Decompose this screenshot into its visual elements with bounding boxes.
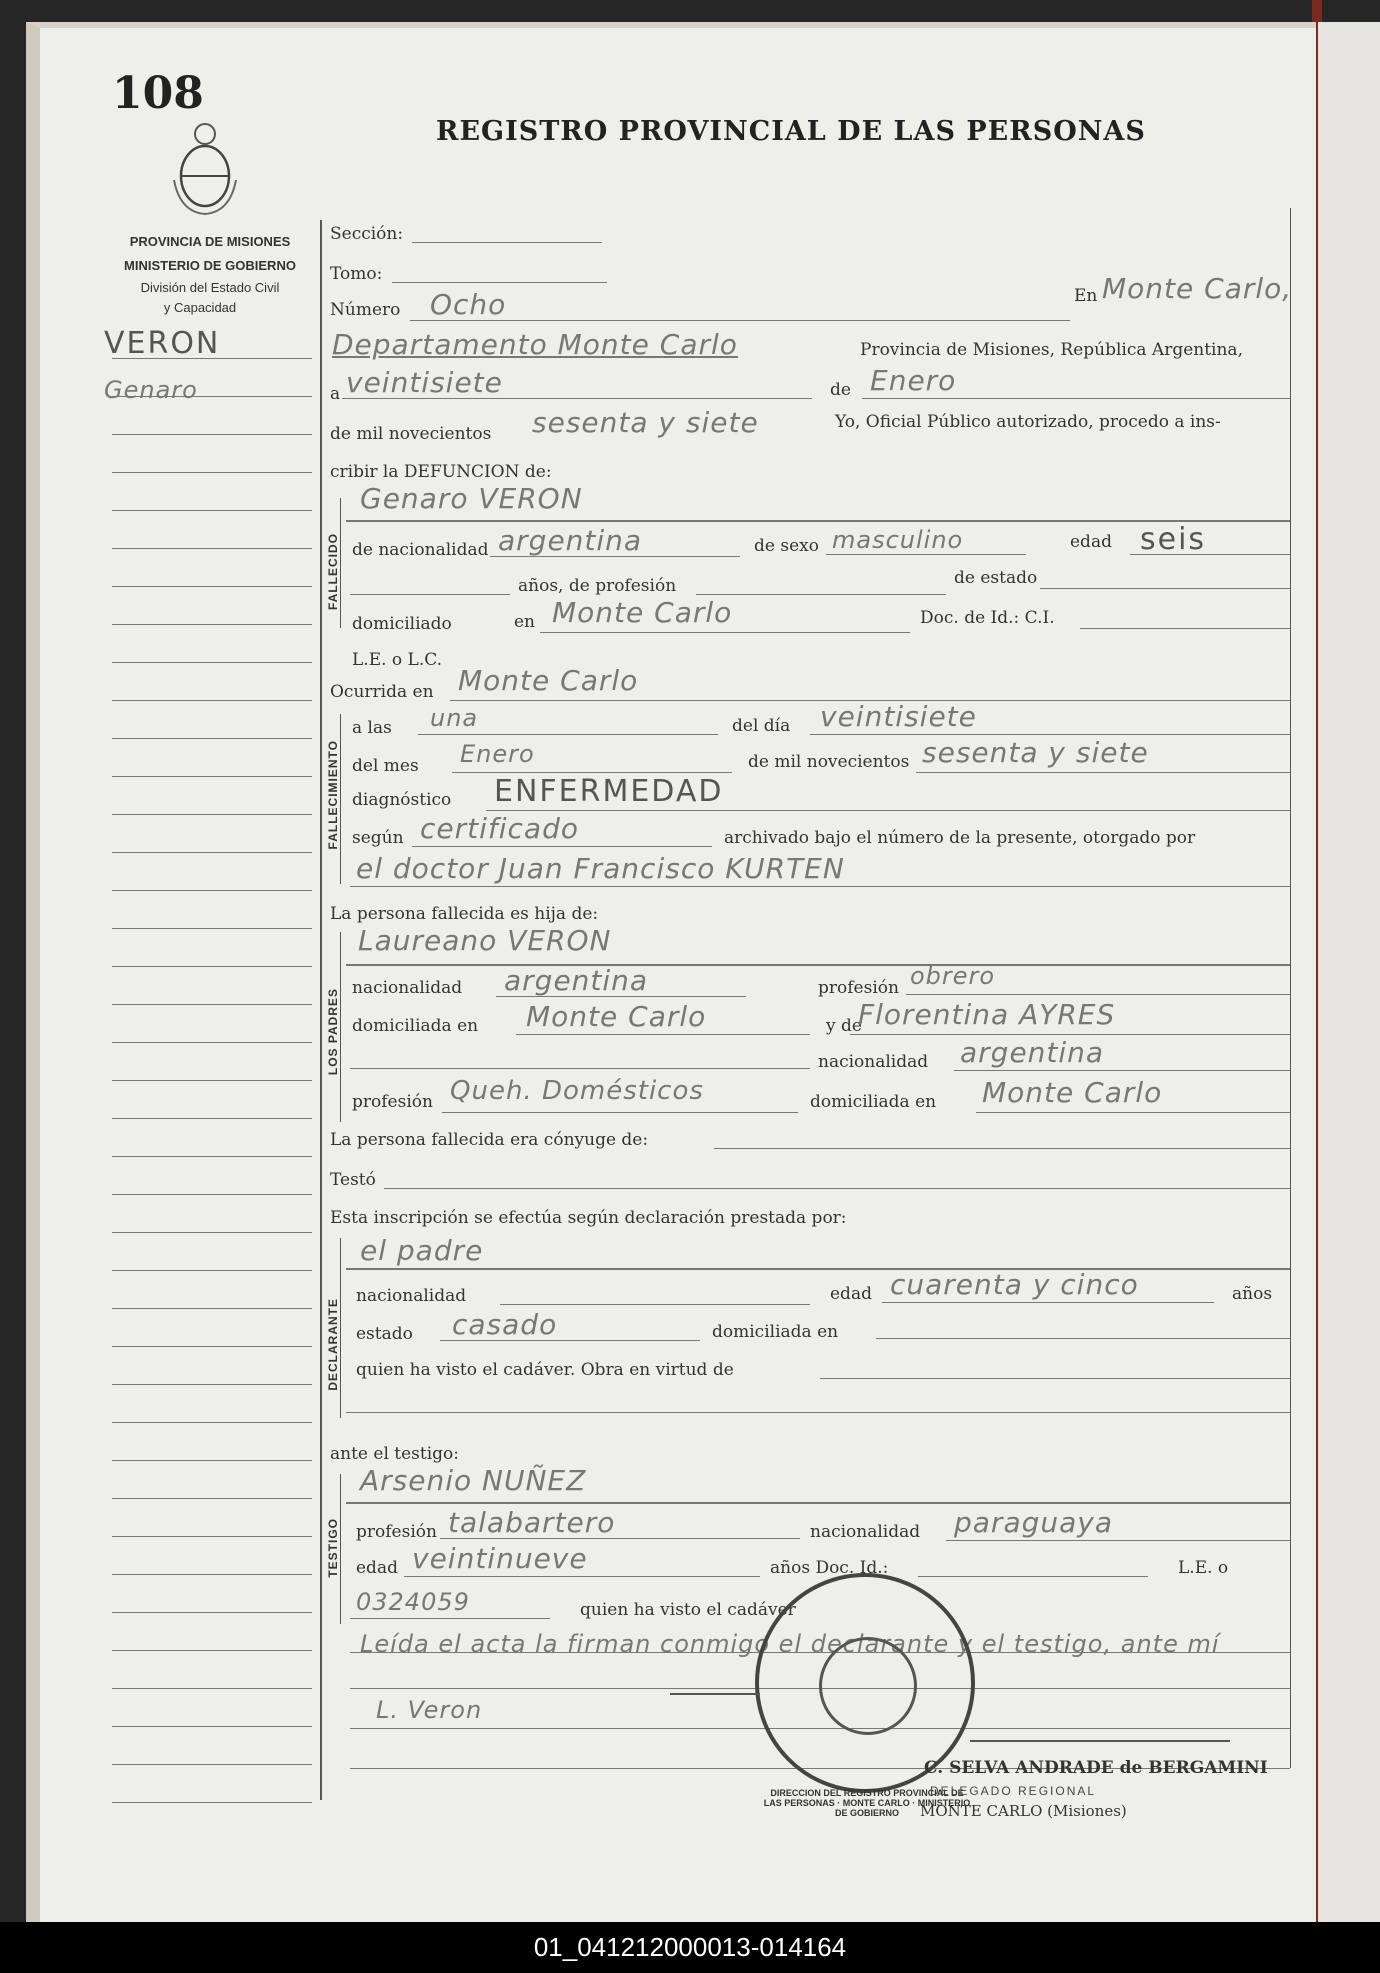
- margin-rule: [112, 1232, 312, 1233]
- testigo-profesion-label: profesión: [356, 1522, 437, 1542]
- segun-value: certificado: [420, 812, 579, 845]
- de-estado-label: de estado: [954, 568, 1038, 588]
- margin-rule: [112, 1650, 312, 1651]
- madre-nacionalidad-value: argentina: [960, 1036, 1105, 1069]
- a-label: a: [330, 384, 341, 404]
- section-los-padres: LOS PADRES: [326, 988, 340, 1076]
- cribir-label: cribir la DEFUNCION de:: [330, 462, 552, 482]
- margin-surname: VERON: [104, 326, 221, 361]
- margin-rule: [112, 1422, 312, 1423]
- cadaver-label: quien ha visto el cadáver. Obra en virtud de: [356, 1360, 734, 1380]
- margin-rule: [112, 1612, 312, 1613]
- seal-ring-text: DIRECCION DEL REGISTRO PROVINCIAL DE LAS PERSONAS · MONTE CARLO · MINISTERIO DE GOBIERNO: [763, 1788, 971, 1818]
- de-label: de: [830, 380, 851, 400]
- signature-stroke-1: [670, 1693, 760, 1695]
- margin-rule: [112, 662, 312, 663]
- margin-rule: [112, 1764, 312, 1765]
- official-place: MONTE CARLO (Misiones): [920, 1802, 1127, 1820]
- domicilio-value: Monte Carlo: [552, 596, 733, 629]
- declarante-domiciliada-label: domiciliada en: [712, 1322, 839, 1342]
- register-page: [26, 22, 1316, 1922]
- ministry-label: MINISTERIO DE GOBIERNO: [124, 258, 296, 273]
- padre-domiciliada-label: domiciliada en: [352, 1016, 479, 1036]
- margin-rule: [112, 1536, 312, 1537]
- margin-rule: [112, 966, 312, 967]
- margin-rule: [112, 1080, 312, 1081]
- lugar-value: Monte Carlo,: [1102, 272, 1293, 305]
- madre-nacionalidad-label: nacionalidad: [818, 1052, 929, 1072]
- dia-value: veintisiete: [346, 366, 503, 399]
- section-fallecimiento: FALLECIMIENTO: [326, 740, 340, 850]
- y-de-label: y de: [826, 1016, 862, 1036]
- province-label: PROVINCIA DE MISIONES: [129, 234, 291, 249]
- margin-rule: [112, 1156, 312, 1157]
- margin-rule: [112, 814, 312, 815]
- medico-value: el doctor Juan Francisco KURTEN: [356, 852, 845, 885]
- padre-nombre: Laureano VERON: [358, 924, 612, 957]
- column-divider: [320, 220, 322, 1800]
- madre-domicilio-value: Monte Carlo: [982, 1076, 1163, 1109]
- tomo-label: Tomo:: [330, 264, 383, 284]
- margin-rule: [112, 1004, 312, 1005]
- margin-rule: [112, 1802, 312, 1803]
- madre-domiciliada-label: domiciliada en: [810, 1092, 937, 1112]
- segun-label: según: [352, 828, 404, 848]
- margin-rule: [112, 928, 312, 929]
- inscripcion-label: Esta inscripción se efectúa según declaración prestada por:: [330, 1208, 847, 1228]
- testigo-nacionalidad-value: paraguaya: [954, 1506, 1114, 1539]
- official-name: C. SELVA ANDRADE de BERGAMINI: [924, 1758, 1268, 1778]
- declarante-nacionalidad-label: nacionalidad: [356, 1286, 467, 1306]
- mes-fallec-value: Enero: [460, 740, 535, 768]
- image-caption: 01_041212000013-014164: [0, 1922, 1380, 1973]
- margin-rule: [112, 738, 312, 739]
- declarante-estado-value: casado: [452, 1308, 558, 1341]
- official-role: DELEGADO REGIONAL: [930, 1784, 1097, 1798]
- testigo-doc-value: 0324059: [356, 1588, 470, 1616]
- anos-label: años: [1232, 1284, 1273, 1304]
- margin-rule: [112, 890, 312, 891]
- padre-nacionalidad-label: nacionalidad: [352, 978, 463, 998]
- del-mes-label: del mes: [352, 756, 419, 776]
- le-o-label: L.E. o: [1178, 1558, 1229, 1578]
- numero-value: Ocho: [430, 288, 507, 321]
- margin-rule: [112, 396, 312, 397]
- numero-label: Número: [330, 300, 401, 320]
- le-lc-label: L.E. o L.C.: [352, 650, 443, 670]
- padre-profesion-value: obrero: [910, 962, 996, 990]
- anos-profesion-label: años, de profesión: [518, 576, 677, 596]
- testigo-nacionalidad-label: nacionalidad: [810, 1522, 921, 1542]
- margin-rule: [112, 1498, 312, 1499]
- margin-rule: [112, 586, 312, 587]
- edad-label: edad: [1070, 532, 1112, 552]
- margin-rule: [112, 358, 312, 359]
- quien-visto-label: quien ha visto el cadáver: [580, 1600, 796, 1620]
- sexo-value: masculino: [832, 526, 964, 554]
- domiciliado-label: domiciliado: [352, 614, 452, 634]
- margin-rule: [112, 1346, 312, 1347]
- madre-profesion-value: Queh. Domésticos: [450, 1076, 704, 1106]
- seccion-label: Sección:: [330, 224, 404, 244]
- coat-of-arms-icon: [170, 120, 240, 216]
- margin-rule: [112, 510, 312, 511]
- margin-rule: [112, 1308, 312, 1309]
- ante-testigo-label: ante el testigo:: [330, 1444, 460, 1464]
- ano-value: sesenta y siete: [532, 406, 759, 439]
- padre-profesion-label: profesión: [818, 978, 899, 998]
- padre-nacionalidad-value: argentina: [504, 964, 649, 997]
- yo-oficial-label: Yo, Oficial Público autorizado, procedo a ins-: [835, 412, 1221, 432]
- archivado-label: archivado bajo el número de la presente, otorgado por: [724, 828, 1196, 848]
- margin-rule: [112, 472, 312, 473]
- section-fallecido: FALLECIDO: [326, 533, 340, 610]
- page-number: 108: [112, 68, 204, 119]
- closing-note: Leída el acta la firman conmigo el declarante y el testigo, ante mí: [360, 1630, 1220, 1658]
- margin-rule: [112, 1118, 312, 1119]
- a-las-label: a las: [352, 718, 392, 738]
- margin-rule: [112, 624, 312, 625]
- conyuge-label: La persona fallecida era cónyuge de:: [330, 1130, 649, 1150]
- hija-de-label: La persona fallecida es hija de:: [330, 904, 599, 924]
- margin-rule: [112, 1574, 312, 1575]
- margin-rule: [112, 1460, 312, 1461]
- estado-label: estado: [356, 1324, 413, 1344]
- ocurrida-label: Ocurrida en: [330, 682, 434, 702]
- section-declarante: DECLARANTE: [326, 1298, 340, 1391]
- hora-value: una: [430, 704, 479, 732]
- testigo-anos-doc-label: años Doc. Id.:: [770, 1558, 889, 1578]
- padre-domicilio-value: Monte Carlo: [526, 1000, 707, 1033]
- provincia-label: Provincia de Misiones, República Argentina,: [860, 340, 1243, 360]
- mes-value: Enero: [870, 364, 957, 397]
- margin-rule: [112, 434, 312, 435]
- del-dia-label: del día: [732, 716, 791, 736]
- testigo-edad-label: edad: [356, 1558, 398, 1578]
- madre-profesion-label: profesión: [352, 1092, 433, 1112]
- division-label-2: y Capacidad: [163, 300, 237, 315]
- domicilio-en-label: en: [514, 612, 536, 632]
- page-title: REGISTRO PROVINCIAL DE LAS PERSONAS: [436, 116, 1146, 147]
- section-testigo: TESTIGO: [326, 1518, 340, 1578]
- nacionalidad-label: de nacionalidad: [352, 540, 489, 560]
- adjacent-page: [1318, 22, 1380, 1922]
- margin-rule: [112, 700, 312, 701]
- declarante-nombre: el padre: [360, 1234, 484, 1267]
- margin-rule: [112, 1688, 312, 1689]
- ocurrida-value: Monte Carlo: [458, 664, 639, 697]
- dia-fallec-value: veintisiete: [820, 700, 977, 733]
- margin-rule: [112, 548, 312, 549]
- margin-rule: [112, 776, 312, 777]
- right-border: [1290, 208, 1291, 1768]
- signature-stroke-2: [970, 1740, 1230, 1742]
- diagnostico-value: ENFERMEDAD: [494, 774, 724, 809]
- doc-id-label: Doc. de Id.: C.I.: [920, 608, 1055, 628]
- de-mil2-label: de mil novecientos: [748, 752, 910, 772]
- nacionalidad-value: argentina: [498, 524, 643, 557]
- ano-fallec-value: sesenta y siete: [922, 736, 1149, 769]
- declarante-edad-label: edad: [830, 1284, 872, 1304]
- firma-declarante: L. Veron: [376, 1696, 483, 1724]
- sexo-label: de sexo: [754, 536, 819, 556]
- margin-rule: [112, 1726, 312, 1727]
- testigo-edad-value: veintinueve: [412, 1542, 588, 1575]
- division-label: División del Estado Civil: [140, 280, 280, 295]
- de-mil-label: de mil novecientos: [330, 424, 492, 444]
- testigo-nombre: Arsenio NUÑEZ: [360, 1464, 587, 1497]
- declarante-edad-value: cuarenta y cinco: [890, 1268, 1139, 1301]
- margin-rule: [112, 852, 312, 853]
- margin-rule: [112, 1384, 312, 1385]
- departamento-value: Departamento Monte Carlo: [332, 328, 738, 361]
- en-label: En: [1074, 286, 1098, 306]
- margin-rule: [112, 1270, 312, 1271]
- testigo-profesion-value: talabartero: [448, 1506, 616, 1539]
- margin-rule: [112, 1042, 312, 1043]
- margin-given-name: Genaro: [104, 376, 198, 404]
- fallecido-nombre: Genaro VERON: [360, 482, 583, 515]
- testo-label: Testó: [330, 1170, 376, 1190]
- edad-value: seis: [1140, 522, 1207, 557]
- madre-nombre: Florentina AYRES: [858, 998, 1116, 1031]
- diagnostico-label: diagnóstico: [352, 790, 452, 810]
- margin-rule: [112, 1194, 312, 1195]
